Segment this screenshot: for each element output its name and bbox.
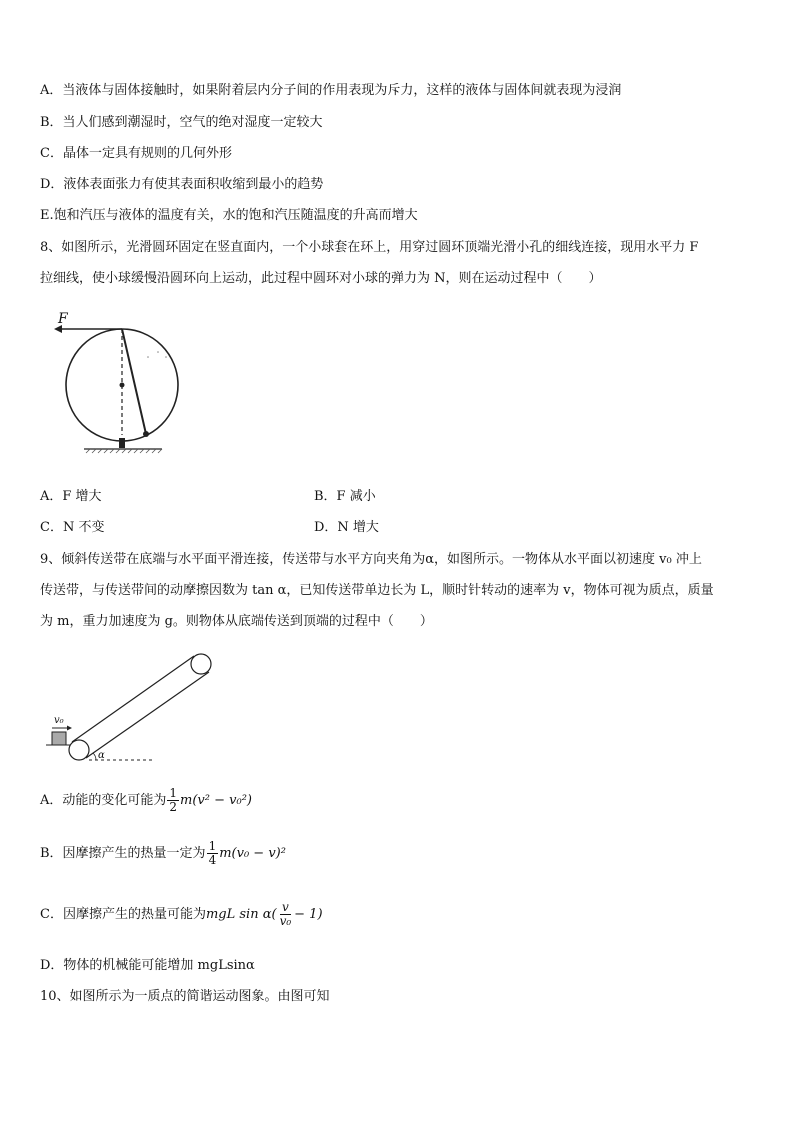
q9-option-c-expr-pre: mgL sin α( — [205, 907, 277, 922]
q9-stem-line1: 9、倾斜传送带在底端与水平面平滑连接，传送带与水平方向夹角为α，如图所示。一物体从水平面以初速度 v₀ 冲上 — [40, 552, 702, 567]
q9-option-c-expr-post: − 1) — [294, 907, 323, 922]
q9-option-b-fraction: $\frac{1}{4}$ — [208, 839, 217, 867]
top-pulley — [191, 654, 211, 674]
q9-option-a-text: A．动能的变化可能为 — [40, 793, 167, 808]
ball — [143, 431, 149, 437]
angle-arc — [93, 753, 96, 760]
center-dot — [120, 383, 125, 388]
q9-option-c-fraction: $\frac{v}{\text{v₀}}$ — [279, 900, 292, 928]
belt-bottom-line — [86, 672, 209, 758]
q9-option-d: D．物体的机械能可能增加 mgLsinα — [40, 958, 255, 973]
q8-option-d: D．N 增大 — [314, 520, 379, 535]
q8-ring-figure — [50, 305, 200, 460]
q7-option-c: C．晶体一定具有规则的几何外形 — [40, 146, 232, 161]
q9-option-b — [40, 839, 286, 869]
q9-option-b-text: B．因摩擦产生的热量一定为 — [40, 846, 206, 861]
velocity-arrowhead — [67, 726, 72, 731]
q10-stem-line1: 10、如图所示为一质点的简谐运动图象。由图可知 — [40, 989, 330, 1004]
q7-option-b: B．当人们感到潮湿时，空气的绝对湿度一定较大 — [40, 115, 323, 130]
ground-hatch — [86, 449, 162, 453]
string-line — [122, 329, 146, 434]
q8-option-a: A．F 增大 — [40, 489, 102, 504]
q7-option-e: E.饱和汽压与液体的温度有关，水的饱和汽压随温度的升高而增大 — [40, 208, 418, 223]
belt-top-line — [72, 656, 194, 742]
block — [52, 732, 66, 745]
support-post — [119, 438, 125, 448]
q9-stem-line3: 为 m，重力加速度为 g。则物体从底端传送到顶端的过程中（ ） — [40, 614, 433, 629]
q9-stem-line2: 传送带，与传送带间的动摩擦因数为 tan α，已知传送带单边长为 L，顺时针转动的速率为 v，物体可视为质点，质量 — [40, 583, 714, 598]
q9-option-b-expr: m(v₀ − v)² — [219, 846, 286, 861]
q9-option-c — [40, 900, 323, 930]
q9-option-a-fraction: $\frac{1}{2}$ — [169, 786, 178, 814]
q9-conveyor-figure — [42, 648, 222, 768]
q7-option-d: D．液体表面张力有使其表面积收缩到最小的趋势 — [40, 177, 324, 192]
force-label: F — [58, 311, 68, 327]
velocity-label: v₀ — [54, 715, 64, 726]
q8-option-b: B．F 减小 — [314, 489, 376, 504]
q8-option-c: C．N 不变 — [40, 520, 105, 535]
q8-stem-line2: 拉细线，使小球缓慢沿圆环向上运动，此过程中圆环对小球的弹力为 N，则在运动过程中（ ） — [40, 271, 602, 286]
bottom-pulley — [69, 740, 89, 760]
q9-option-c-text: C．因摩擦产生的热量可能为 — [40, 907, 206, 922]
q8-stem-line1: 8、如图所示，光滑圆环固定在竖直面内，一个小球套在环上，用穿过圆环顶端光滑小孔的细线连接，现用水平力 F — [40, 240, 699, 255]
angle-label: α — [98, 750, 105, 761]
q7-option-a: A．当液体与固体接触时，如果附着层内分子间的作用表现为斥力，这样的液体与固体间就表现为浸润 — [40, 83, 622, 98]
q9-option-a — [40, 786, 252, 816]
q9-option-a-expr: m(v² − v₀²) — [180, 793, 252, 808]
